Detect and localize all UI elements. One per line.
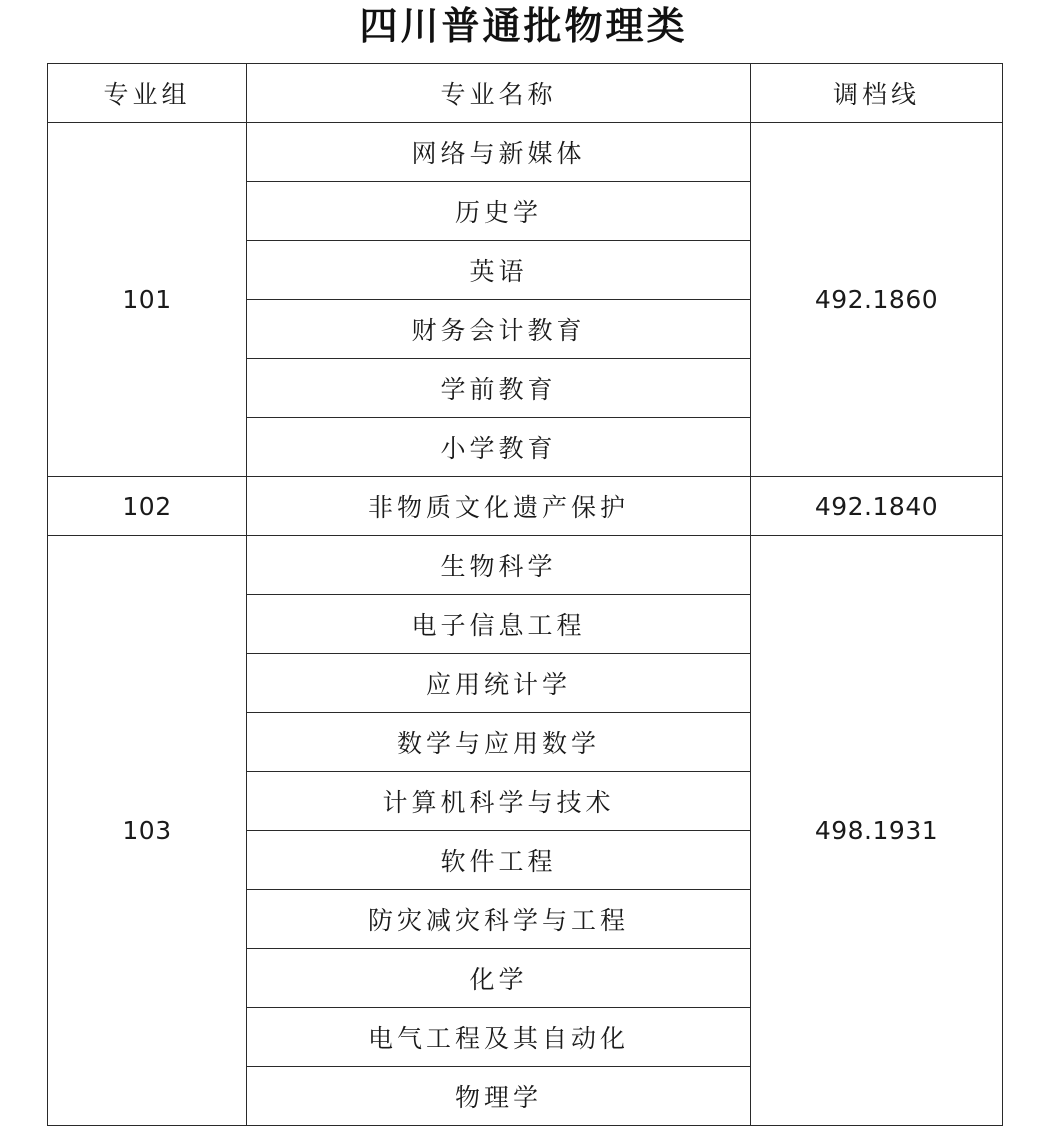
major-name: 化学: [247, 949, 751, 1008]
group-code: 101: [48, 123, 247, 477]
major-name: 数学与应用数学: [247, 713, 751, 772]
admission-table: [47, 63, 1003, 1126]
major-name: 学前教育: [247, 359, 751, 418]
major-name: 小学教育: [247, 418, 751, 477]
table-row: [48, 536, 1003, 595]
table-row: [48, 477, 1003, 536]
header-major: 专业名称: [247, 64, 751, 123]
table-row: [48, 123, 1003, 182]
major-name: 网络与新媒体: [247, 123, 751, 182]
major-name: 应用统计学: [247, 654, 751, 713]
major-name: 历史学: [247, 182, 751, 241]
major-name: 计算机科学与技术: [247, 772, 751, 831]
major-name: 防灾减灾科学与工程: [247, 890, 751, 949]
major-name: 财务会计教育: [247, 300, 751, 359]
major-name: 物理学: [247, 1067, 751, 1126]
major-name: 生物科学: [247, 536, 751, 595]
major-name: 软件工程: [247, 831, 751, 890]
major-name: 电子信息工程: [247, 595, 751, 654]
major-name: 非物质文化遗产保护: [247, 477, 751, 536]
page-title: 四川普通批物理类: [359, 3, 688, 48]
major-name: 英语: [247, 241, 751, 300]
major-name: 电气工程及其自动化: [247, 1008, 751, 1067]
group-code: 103: [48, 536, 247, 1126]
group-code: 102: [48, 477, 247, 536]
cutoff-score: 492.1860: [751, 123, 1003, 477]
cutoff-score: 498.1931: [751, 536, 1003, 1126]
header-score: 调档线: [751, 64, 1003, 123]
header-group: 专业组: [48, 64, 247, 123]
table-header-row: [48, 64, 1003, 123]
cutoff-score: 492.1840: [751, 477, 1003, 536]
